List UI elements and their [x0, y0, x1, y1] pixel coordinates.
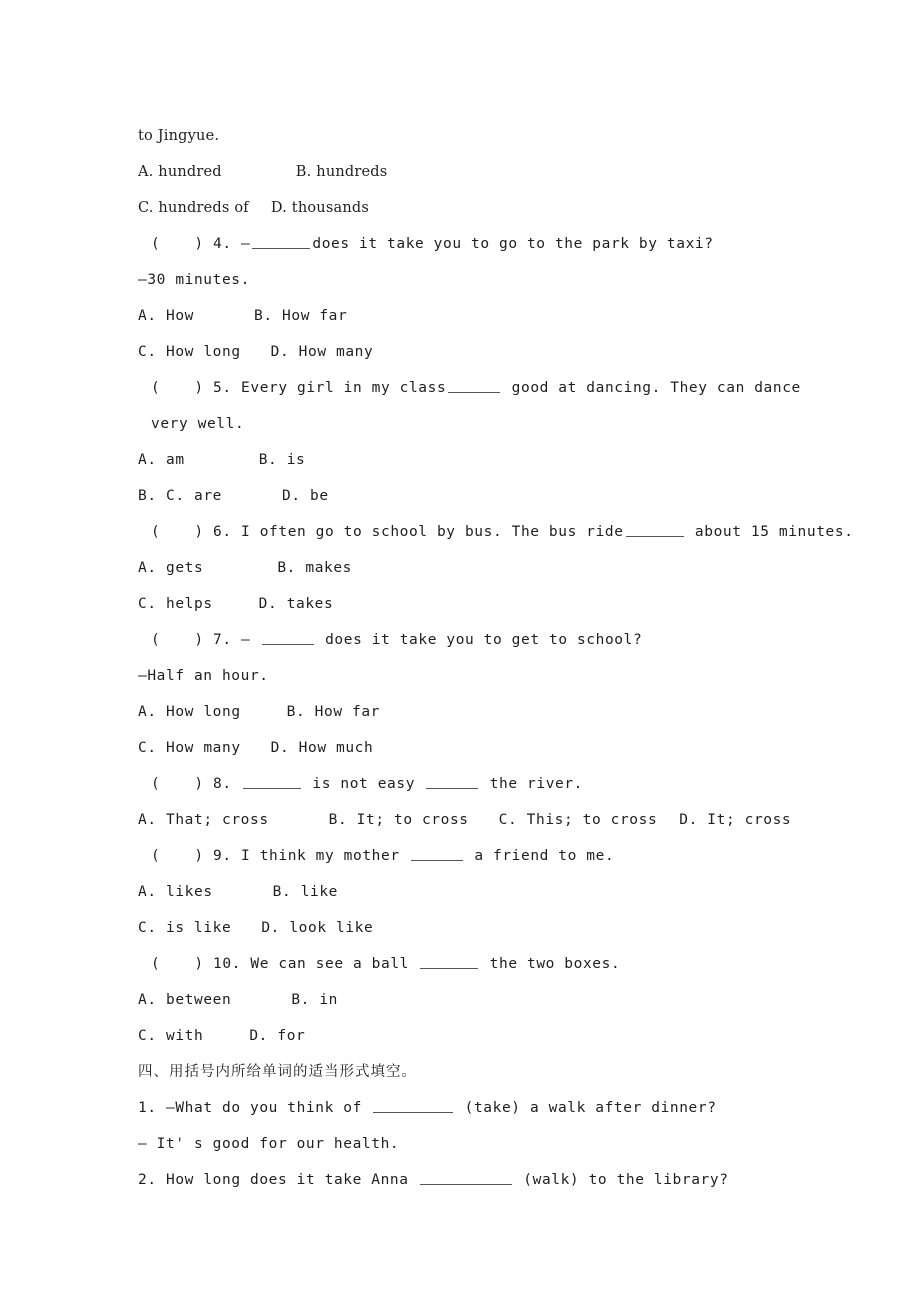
- answer-bracket-close: ): [194, 236, 204, 252]
- question-number: 7.: [213, 632, 232, 648]
- answer-blank[interactable]: [626, 523, 684, 537]
- option-label-b: B.: [277, 560, 297, 576]
- option-text-d: thousands: [291, 200, 369, 216]
- option-text-c[interactable]: with: [166, 1028, 204, 1044]
- option-text-b[interactable]: in: [319, 992, 339, 1008]
- option-text-b: hundreds: [316, 164, 388, 180]
- answer-blank[interactable]: [373, 1099, 453, 1113]
- option-label-b: B.: [291, 992, 310, 1008]
- option-text-c[interactable]: are: [194, 488, 222, 504]
- item-text-after: (walk) to the library?: [523, 1172, 729, 1188]
- option-label-c: C.: [138, 344, 157, 360]
- stem-text-mid: is not easy: [312, 776, 416, 792]
- answer-bracket[interactable]: (: [151, 236, 161, 252]
- option-label-b: B.: [295, 164, 312, 180]
- option-label-a: A.: [138, 308, 157, 324]
- section-heading-text: 四、用括号内所给单词的适当形式填空。: [138, 1064, 417, 1080]
- option-text-a[interactable]: How long: [166, 704, 241, 720]
- option-label-c: B. C.: [138, 488, 185, 504]
- question-7-answer: [138, 658, 818, 694]
- question-number: 6.: [213, 524, 232, 540]
- question-5-stem: [138, 370, 826, 442]
- option-text-d[interactable]: How much: [298, 740, 374, 756]
- question-5-options-row-2: [138, 478, 818, 514]
- option-label-c: C.: [138, 740, 157, 756]
- option-text-d[interactable]: look like: [289, 920, 374, 936]
- option-text-d[interactable]: for: [277, 1028, 306, 1044]
- question-number: 10.: [213, 956, 242, 972]
- option-text-a[interactable]: That; cross: [166, 812, 269, 828]
- question-4-stem: [138, 226, 818, 262]
- option-label-b: B.: [286, 704, 306, 720]
- option-text-a[interactable]: likes: [166, 884, 213, 900]
- stem-dash: —: [241, 236, 251, 252]
- option-text-c: hundreds of: [158, 200, 249, 216]
- answer-bracket-close: ): [194, 380, 204, 396]
- option-text-b[interactable]: is: [286, 452, 306, 468]
- document-body: [138, 118, 854, 1198]
- question-4-options-row-1: [138, 298, 818, 334]
- option-label-c: C.: [138, 596, 157, 612]
- answer-blank-2[interactable]: [426, 775, 478, 789]
- stem-text-after: a friend to me.: [474, 848, 615, 864]
- answer-bracket-close: ): [194, 524, 204, 540]
- stem-text: does it take you to get to school?: [325, 632, 643, 648]
- question-7-stem: [138, 622, 818, 658]
- option-label-b: B.: [254, 308, 273, 324]
- option-text-a[interactable]: How: [166, 308, 195, 324]
- option-text-a[interactable]: gets: [166, 560, 204, 576]
- stem-text-after: good at dancing. They can dance very well.: [151, 380, 801, 432]
- item-text-before: How long does it take Anna: [166, 1172, 409, 1188]
- question-5-options-row-1: [138, 442, 818, 478]
- option-text-a: hundred: [158, 164, 222, 180]
- fill-item-1-reply: [138, 1126, 818, 1162]
- option-label-c: C.: [138, 1028, 157, 1044]
- item-text-after: (take) a walk after dinner?: [464, 1100, 717, 1116]
- option-label-d: D.: [258, 596, 278, 612]
- leading-options-row-2: [138, 190, 818, 226]
- option-label-a: A.: [138, 992, 157, 1008]
- fill-item-2: [138, 1162, 818, 1198]
- answer-bracket[interactable]: (: [151, 380, 161, 396]
- option-label-d: D.: [270, 200, 287, 216]
- option-label-b: B.: [272, 884, 292, 900]
- answer-blank[interactable]: [420, 955, 478, 969]
- stem-text-after: the two boxes.: [489, 956, 621, 972]
- question-9-stem: [138, 838, 818, 874]
- option-text-b[interactable]: It; to cross: [356, 812, 469, 828]
- option-text-a[interactable]: between: [166, 992, 232, 1008]
- option-text-c[interactable]: helps: [166, 596, 213, 612]
- option-label-a: A.: [138, 560, 157, 576]
- dialogue-reply: —Half an hour.: [138, 668, 269, 684]
- option-label-d: D.: [679, 812, 698, 828]
- question-10-options-row-2: [138, 1018, 818, 1054]
- option-text-d[interactable]: be: [310, 488, 329, 504]
- option-text-d[interactable]: How many: [298, 344, 374, 360]
- answer-bracket[interactable]: (: [151, 956, 161, 972]
- question-7-options-row-1: [138, 694, 818, 730]
- option-label-a: A.: [138, 884, 157, 900]
- question-6-options-row-2: [138, 586, 818, 622]
- leading-options-row-1: [138, 154, 818, 190]
- answer-blank[interactable]: [448, 379, 500, 393]
- option-text-b[interactable]: How far: [282, 308, 348, 324]
- question-number: 4.: [213, 236, 232, 252]
- fragment-text: to Jingyue.: [138, 128, 220, 144]
- answer-blank[interactable]: [411, 847, 463, 861]
- option-text-c[interactable]: This; to cross: [526, 812, 658, 828]
- stem-text-before: I think my mother: [241, 848, 400, 864]
- option-label-c: C.: [138, 920, 157, 936]
- option-label-a: A.: [138, 164, 154, 180]
- question-6-stem: [138, 514, 854, 550]
- option-label-d: D.: [270, 740, 290, 756]
- question-4-answer: [138, 262, 818, 298]
- question-number: 8.: [213, 776, 232, 792]
- stem-text-before: Every girl in my class: [241, 380, 447, 396]
- stem-text-before: I often go to school by bus. The bus ride: [241, 524, 624, 540]
- dialogue-reply: —30 minutes.: [138, 272, 250, 288]
- option-label-a: A.: [138, 452, 157, 468]
- question-9-options-row-1: [138, 874, 818, 910]
- option-text-b[interactable]: like: [300, 884, 339, 900]
- question-7-options-row-2: [138, 730, 818, 766]
- stem-text: does it take you to go to the park by taxi?: [312, 236, 714, 252]
- option-label-c: C.: [138, 200, 154, 216]
- question-8-options-row: [138, 802, 818, 838]
- option-label-a: A.: [138, 812, 157, 828]
- question-4-options-row-2: [138, 334, 818, 370]
- option-text-d[interactable]: takes: [286, 596, 334, 612]
- question-number: 5.: [213, 380, 232, 396]
- question-number: 9.: [213, 848, 232, 864]
- answer-blank[interactable]: [262, 631, 314, 645]
- question-10-options-row-1: [138, 982, 818, 1018]
- option-text-b[interactable]: How far: [314, 704, 380, 720]
- option-label-b: B.: [328, 812, 348, 828]
- stem-text-after: the river.: [489, 776, 584, 792]
- answer-bracket[interactable]: (: [151, 524, 161, 540]
- option-label-d: D.: [261, 920, 280, 936]
- question-8-stem: [138, 766, 818, 802]
- answer-blank[interactable]: [420, 1171, 512, 1185]
- option-text-c[interactable]: How long: [166, 344, 241, 360]
- stem-dash: —: [241, 632, 251, 648]
- option-text-c[interactable]: is like: [166, 920, 232, 936]
- option-label-a: A.: [138, 704, 157, 720]
- option-label-b: B.: [258, 452, 278, 468]
- question-10-stem: [138, 946, 818, 982]
- section-heading: [138, 1054, 818, 1090]
- question-9-options-row-2: [138, 910, 818, 946]
- option-label-d: D.: [270, 344, 290, 360]
- item-text-before: —What do you think of: [166, 1100, 362, 1116]
- answer-bracket-close: ): [194, 632, 204, 648]
- option-text-b[interactable]: makes: [305, 560, 353, 576]
- question-6-options-row-1: [138, 550, 818, 586]
- stem-text-before: We can see a ball: [250, 956, 409, 972]
- fragment-line: [138, 118, 818, 154]
- answer-bracket-close: ): [194, 956, 204, 972]
- option-label-d: D.: [282, 488, 301, 504]
- item-number: 2.: [138, 1172, 157, 1188]
- answer-bracket[interactable]: (: [151, 848, 161, 864]
- item-number: 1.: [138, 1100, 157, 1116]
- option-text-c[interactable]: How many: [166, 740, 241, 756]
- answer-bracket[interactable]: (: [151, 776, 161, 792]
- answer-bracket-close: ): [194, 776, 204, 792]
- dialogue-reply: — It' s good for our health.: [138, 1136, 400, 1152]
- option-label-d: D.: [249, 1028, 269, 1044]
- answer-bracket-close: ): [194, 848, 204, 864]
- fill-item-1: [138, 1090, 818, 1126]
- answer-bracket[interactable]: (: [151, 632, 161, 648]
- option-text-d[interactable]: It; cross: [707, 812, 792, 828]
- answer-blank[interactable]: [252, 235, 310, 249]
- answer-blank-1[interactable]: [243, 775, 301, 789]
- option-label-c: C.: [498, 812, 518, 828]
- option-text-a[interactable]: am: [166, 452, 185, 468]
- stem-text-after: about 15 minutes.: [694, 524, 854, 540]
